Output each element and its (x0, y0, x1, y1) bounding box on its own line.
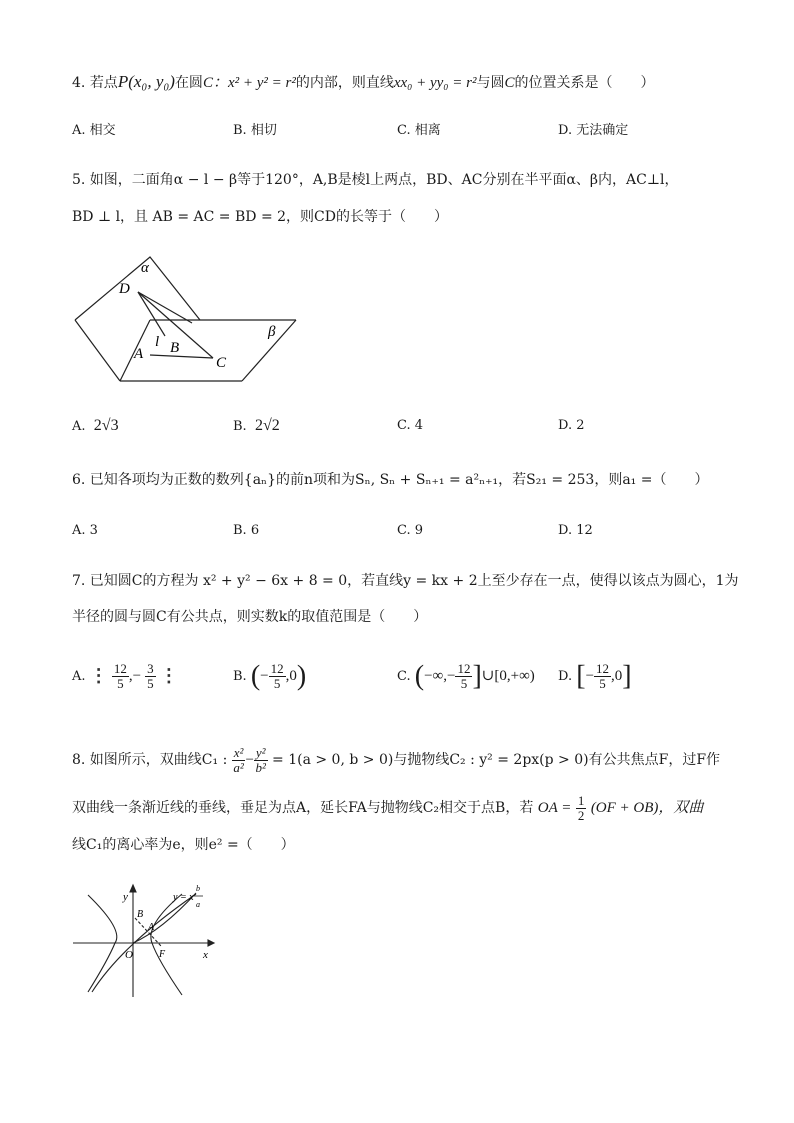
label-alpha: α (141, 260, 149, 276)
fraction-half: $\frac{1}{2}$ (577, 792, 585, 823)
broken-bracket-right-icon: ⋮ (159, 665, 178, 687)
q4-text-4: 与圆 (476, 75, 505, 91)
q8-line-2 (72, 790, 703, 826)
q5-line-1: 5. 如图，二面角α − l − β等于120°，A,B是棱l上两点，BD、AC分别在半平面α、β内，AC⊥l， (72, 172, 679, 188)
q4-option-d: D. 无法确定 (558, 123, 629, 138)
q6-option-b: B. 6 (233, 523, 260, 538)
q4-point: P(x₀, y₀) (117, 72, 175, 91)
label-x: x (203, 949, 208, 961)
label-d: D (119, 281, 130, 297)
q6-option-d: D. 12 (558, 523, 593, 538)
q5-option-c: C. 4 (397, 418, 424, 433)
denominator: 5 (117, 676, 124, 691)
option-label: A. (72, 669, 86, 684)
q6-option-a: A. 3 (72, 523, 98, 538)
numerator: 12 (270, 661, 284, 676)
q8-line-1: 8. 如图所示，双曲线C₁ : $\frac{\text{x²}}{\text{a²}}$ − $\frac{\text{y²}}{\text{b²}}$ = 1(a > 0, b > 0)与抛物线C₂ : y² = 2px(p > 0)有公共焦点F，过F作 (72, 744, 721, 775)
fraction (455, 662, 472, 691)
question-4 (72, 72, 655, 93)
denominator: 5 (460, 676, 468, 691)
q8-text-1b: = 1(a > 0, b > 0)与抛物线C₂ : y² = 2px(p > 0)有公共焦点F，过F作 (272, 752, 721, 768)
q7-option-d: D. [− $\frac{12}{5}$ ,0] (558, 660, 632, 692)
fraction (112, 662, 129, 691)
label-c: C (216, 355, 227, 371)
option-label: B. (233, 419, 247, 434)
q4-text-2: 在圆 (174, 75, 203, 91)
q8-vector-eq: OA = (537, 800, 572, 816)
q4-line-eq: xx₀ + yy₀ = r² (393, 75, 477, 91)
label-l: l (155, 334, 160, 350)
asymptote-label: y = x (173, 892, 194, 903)
q7-option-c: C. (−∞,− $\frac{12}{5}$ ]∪[0,+∞) (397, 660, 535, 692)
q4-option-b: B. 相切 (233, 123, 277, 138)
asymptote-den: a (196, 900, 200, 909)
option-value: 2√3 (93, 417, 119, 434)
label-beta: β (268, 324, 276, 340)
label-a: A (148, 922, 155, 933)
q4-option-c: C. 相离 (397, 123, 441, 138)
q5-line-2: BD ⊥ l，且 AB = AC = BD = 2，则CD的长等于（ ） (72, 209, 448, 225)
option-c-suffix: ∪[0,+∞) (481, 668, 535, 684)
numerator: 3 (147, 661, 154, 676)
q4-option-a: A. 相交 (72, 123, 116, 138)
label-b: B (170, 340, 180, 356)
q7-line-1: 7. 已知圆C的方程为 x² + y² − 6x + 8 = 0，若直线y = kx + 2上至少存在一点，使得以该点为圆心，1为 (72, 573, 739, 589)
q5-option-d: D. 2 (558, 418, 585, 433)
broken-bracket-left-icon: ⋮ (89, 665, 108, 687)
q6-option-c: C. 9 (397, 523, 424, 538)
fraction-y2-b2: $\frac{\text{y²}}{\text{b²}}$ (255, 744, 266, 775)
option-label: A. (72, 419, 86, 434)
option-label: B. (233, 669, 247, 684)
label-b: B (137, 909, 144, 920)
denominator: 5 (273, 676, 281, 691)
option-value: 2√2 (254, 417, 280, 434)
fraction-x2-a2: $\frac{\text{x²}}{\text{a²}}$ (233, 744, 244, 775)
q8-text-2a: 双曲线一条渐近线的垂线，垂足为点A，延长FA与抛物线C₂相交于点B，若 (72, 800, 534, 816)
option-label: D. (558, 669, 573, 684)
denominator: 5 (147, 676, 154, 691)
q4-circle-eq: C：x² + y² = r² (202, 75, 296, 91)
question-number: 4. (72, 75, 86, 91)
numerator: 12 (457, 661, 471, 676)
option-label: C. (397, 669, 411, 684)
q5-dihedral-figure (70, 252, 310, 387)
q4-circle-name: C (504, 75, 515, 91)
numerator: 12 (596, 661, 610, 676)
fraction (269, 662, 286, 691)
q8-line-3: 线C₁的离心率为e，则e² =（ ） (72, 837, 295, 853)
q7-option-b: B. (− $\frac{12}{5}$ ,0) (233, 660, 307, 692)
q4-text-1: 若点 (89, 75, 118, 91)
q8-text-2c: (OF + OB)，双曲 (590, 800, 704, 816)
fraction (145, 662, 156, 691)
q4-text-5: 的位置关系是（ ） (514, 75, 655, 91)
q8-hyperbola-figure (70, 880, 220, 1000)
q5-option-b (233, 416, 280, 437)
label-o: O (125, 949, 133, 961)
q4-text-3: 的内部，则直线 (295, 75, 394, 91)
option-c-prefix: −∞,− (424, 668, 456, 684)
q7-line-2: 半径的圆与圆C有公共点，则实数k的取值范围是（ ） (72, 609, 428, 625)
fraction (594, 662, 611, 691)
q5-option-a (72, 416, 119, 437)
numerator: 12 (113, 661, 127, 676)
label-y: y (123, 891, 128, 903)
label-f: F (159, 949, 166, 960)
q8-text-1a: 8. 如图所示，双曲线C₁ : (72, 752, 228, 768)
q6-line-1: 6. 已知各项均为正数的数列{aₙ}的前n项和为Sₙ, Sₙ + Sₙ₊₁ = a²ₙ₊₁，若S₂₁ = 253，则a₁ =（ ） (72, 472, 709, 488)
asymptote-num: b (196, 884, 200, 893)
denominator: 5 (599, 676, 606, 691)
q7-option-a: A. ⋮ $\frac{12}{5}$ ,− $\frac{3}{5}$ ⋮ (72, 661, 178, 691)
label-a: A (134, 346, 144, 362)
